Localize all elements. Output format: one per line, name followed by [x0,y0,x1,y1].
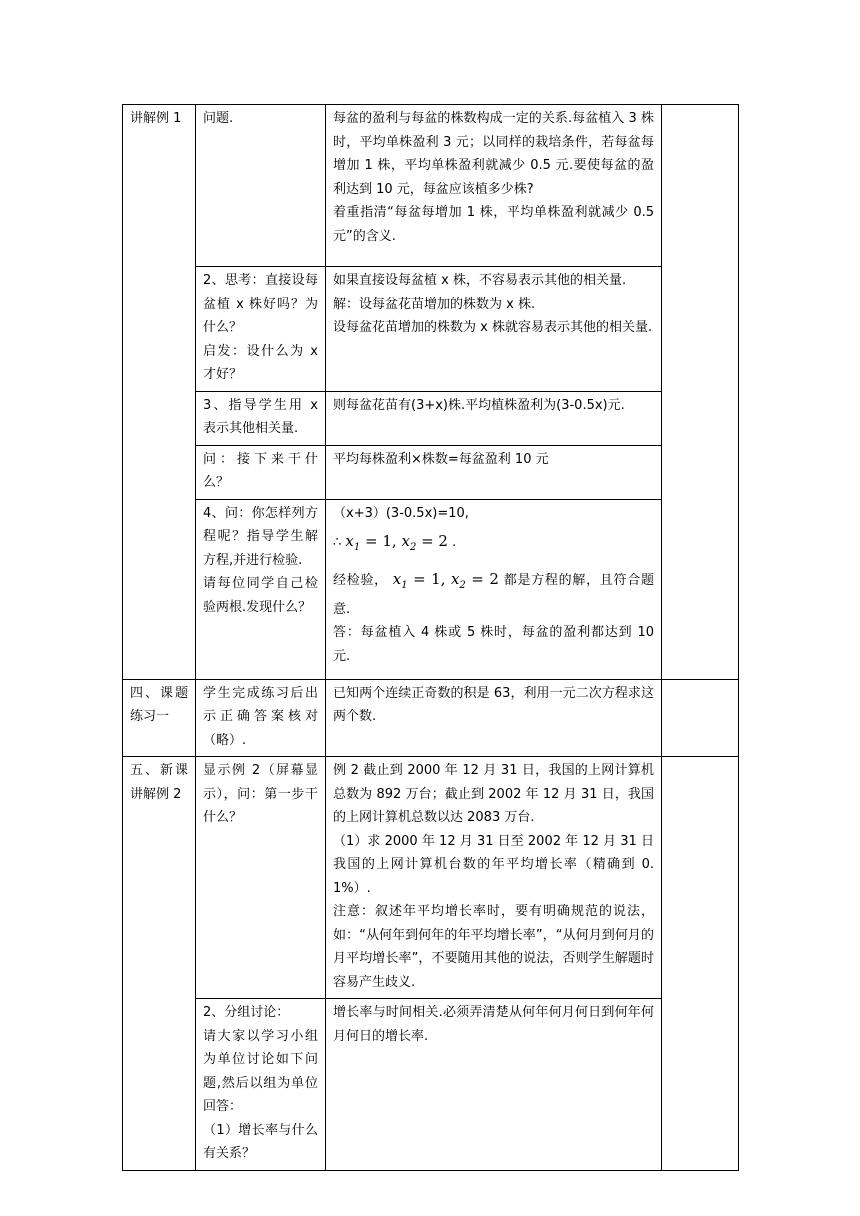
teacher-cell [196,445,326,499]
student-text: 如果直接设每盆植 x 株，不容易表示其他的相关量. [333,273,627,288]
teacher-cell [196,391,326,445]
student-text: 每盆的盈利与每盆的株数构成一定的关系.每盆植入 3 株时，平均单株盈利 3 元；以同样的栽培条件，若每盆每增加 1 株，平均单株盈利就减少 0.5 元.要使每盆的盈利达到 10 元，每盆应该植多少株? [333,111,654,197]
check-prefix: 经检验， [333,573,388,588]
table-row [123,391,739,445]
student-text: 着重指清“每盆每增加 1 株，平均单株盈利就减少 0.5 元”的含义. [333,205,654,244]
student-text: 注意：叙述年平均增长率时，要有明确规范的说法，如：“从何年到何年的年平均增长率”，“从何月到何月的月平均增长率”，不要随用其他的说法，否则学生解题时容易产生歧义. [333,904,654,990]
teacher-cell [196,499,326,679]
student-cell [326,391,662,445]
table-row [123,445,739,499]
student-cell [326,499,662,679]
teacher-cell [196,999,326,1171]
notes-cell [662,757,739,1171]
teacher-text: 请大家以学习小组为单位讨论如下问题,然后以组为单位回答： [203,1028,318,1114]
student-text: 则每盆花苗有(3+x)株.平均植株盈利为(3-0.5x)元. [333,397,625,413]
phase-cell [123,679,196,757]
table-row [123,757,739,999]
student-text: 平均每株盈利×株数=每盆盈利 10 元 [333,451,549,467]
teacher-text: （1）增长率与什么有关系？ [203,1122,318,1161]
table-row [123,499,739,679]
student-text: （1）求 2000 年 12 月 31 日至 2002 年 12 月 31 日我国的上网计算机台数的年平均增长率（精确到 0.1%）. [333,833,654,896]
teacher-text: 问题. [203,111,234,126]
phase-label: 四、课题练习一 [130,685,188,724]
student-cell [326,679,662,757]
check-root-x1: 1 [431,570,441,588]
phase-label: 五、新课讲解例 2 [130,763,188,802]
notes-cell [662,105,739,680]
student-text: 设每盆花苗增加的株数为 x 株就容易表示其他的相关量. [333,320,653,335]
student-text: 增长率与时间相关.必须弄清楚从何年何月何日到何年何月何日的增长率. [333,1005,654,1044]
table-row [123,679,739,757]
notes-cell [662,679,739,757]
answer-text: 答：每盆植入 4 株或 5 株时，每盆的盈利都达到 10 元. [333,625,654,664]
student-text: 已知两个连续正奇数的积是 63，利用一元二次方程求这两个数. [333,685,654,724]
table-row [123,105,739,267]
teacher-cell [196,679,326,757]
student-text: 解：设每盆花苗增加的株数为 x 株. [333,296,536,312]
teacher-cell [196,105,326,267]
root-x1: 1 [382,532,392,550]
teacher-text: 问：接下来干什么？ [203,451,318,490]
check-text: 经检验， $x_1 = 1$, $x_2 = 2$ 都是方程的解，且符合题意. [333,570,654,617]
teacher-text: 2、分组讨论： [203,1005,290,1020]
teacher-text: 学生完成练习后出示正确答案核对（略）. [203,685,318,748]
teacher-text: 4、问：你怎样列方程呢？指导学生解方程,并进行检验. [203,505,318,568]
student-cell [326,445,662,499]
lesson-plan-table [122,104,739,1171]
student-cell [326,105,662,267]
phase-label: 讲解例 1 [130,111,182,126]
equation-text: （x+3）(3-0.5x)=10, [333,505,469,521]
student-text: 例 2 截止到 2000 年 12 月 31 日，我国的上网计算机总数为 892 万台；截止到 2002 年 12 月 31 日，我国的上网计算机总数以达 2083 万台. [333,763,654,825]
roots-formula: ∴ $x_1 = 1$, $x_2 = 2$ . [333,532,457,553]
therefore-symbol: ∴ [333,535,342,550]
teacher-text: 2、思考：直接设每盆植 x 株好吗？为什么？ [203,273,318,335]
root-x2: 2 [438,532,448,550]
teacher-text: 3、指导学生用 x 表示其他相关量. [203,397,318,436]
teacher-cell [196,267,326,392]
table-row [123,999,739,1171]
teacher-text: 显示例 2（屏幕显示），问：第一步干什么？ [203,763,318,825]
student-cell [326,757,662,999]
phase-cell [123,757,196,1171]
check-root-x2: 2 [489,570,499,588]
student-cell [326,999,662,1171]
table-row [123,267,739,392]
teacher-cell [196,757,326,999]
phase-cell [123,105,196,680]
teacher-text: 启发：设什么为 x 才好？ [203,343,318,382]
student-cell [326,267,662,392]
teacher-text: 请每位同学自己检验两根.发现什么？ [203,576,318,615]
check-suffix: 都是方程的解，且符合题意. [333,573,654,617]
